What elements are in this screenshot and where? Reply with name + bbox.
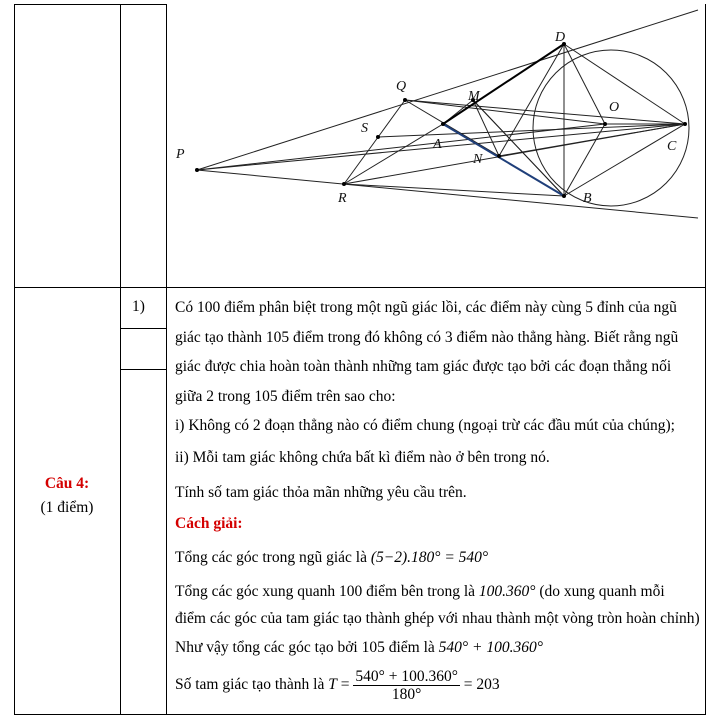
point-r xyxy=(342,182,346,186)
question-line-1: Có 100 điểm phân biệt trong một ngũ giác lồi, các điểm này cùng 5 đỉnh của ngũ xyxy=(175,299,677,316)
point-s xyxy=(376,135,380,139)
solution-line-2-text-a: Tổng các góc xung quanh 100 điểm bên trong là xyxy=(175,583,476,600)
question-line-3: giác được chia hoàn toàn thành những tam giác được tạo bởi các đoạn thẳng nối xyxy=(175,358,672,375)
question-line-6: ii) Mỗi tam giác không chứa bất kì điểm nào ở bên trong nó. xyxy=(175,449,550,466)
label-p: P xyxy=(176,147,185,162)
part-number: 1) xyxy=(132,298,145,315)
table-border-sub2 xyxy=(120,369,167,370)
table-border-right xyxy=(705,4,706,715)
solution-line-5-text: Số tam giác tạo thành là xyxy=(175,676,325,694)
label-n: N xyxy=(473,152,483,167)
question-label: Câu 4: xyxy=(44,475,90,492)
question-line-5: i) Không có 2 đoạn thẳng nào có điểm chung (ngoại trừ các đầu mút của chúng); xyxy=(175,417,675,434)
label-m: M xyxy=(468,89,480,104)
fraction-denominator: 180° xyxy=(391,686,422,703)
solution-line-4 xyxy=(175,639,543,657)
fraction-numerator: 540° + 100.360° xyxy=(355,668,458,685)
question-score: (1 điểm) xyxy=(40,499,94,516)
point-a xyxy=(441,122,445,126)
circle-o xyxy=(533,50,689,206)
solution-line-2-math: 100.360° xyxy=(478,583,536,600)
point-c xyxy=(683,122,687,126)
solution-line-4-text: Như vậy tổng các góc tạo bởi 105 điểm là xyxy=(175,639,435,656)
label-r: R xyxy=(338,191,347,206)
question-line-2: giác tạo thành 105 điểm trong đó không có 3 điểm nào thẳng hàng. Biết rằng ngũ xyxy=(175,329,679,346)
solution-line-2-text-b: (do xung quanh mỗi xyxy=(539,583,665,600)
label-q: Q xyxy=(396,79,407,94)
solution-fraction xyxy=(353,668,460,703)
label-c: C xyxy=(667,139,677,154)
table-border-row1 xyxy=(14,287,706,288)
label-a: A xyxy=(433,137,442,152)
solution-title: Cách giải: xyxy=(175,515,243,532)
solution-line-5-result: = 203 xyxy=(463,676,500,694)
point-o xyxy=(603,122,607,126)
table-border-bottom xyxy=(14,714,706,715)
solution-line-1-math: (5−2).180° = 540° xyxy=(370,549,489,566)
point-n xyxy=(497,154,501,158)
table-border-col2 xyxy=(166,4,167,715)
question-line-4: giữa 2 trong 105 điểm trên sao cho: xyxy=(175,388,396,405)
table-border-col1 xyxy=(120,4,121,715)
solution-line-1 xyxy=(175,549,488,567)
question-line-7: Tính số tam giác thỏa mãn những yêu cầu trên. xyxy=(175,484,467,501)
solution-line-4-math: 540° + 100.360° xyxy=(438,639,543,656)
point-q xyxy=(403,98,407,102)
label-o: O xyxy=(609,100,620,115)
solution-line-1-text: Tổng các góc trong ngũ giác là xyxy=(175,549,367,566)
solution-line-2 xyxy=(175,583,665,601)
geometry-figure xyxy=(168,4,704,286)
label-d: D xyxy=(555,30,566,45)
table-border-left xyxy=(14,4,15,715)
solution-line-5-var: T xyxy=(328,676,337,694)
solution-line-3: điểm các góc của tam giác tạo thành ghép với nhau thành một vòng tròn hoàn chỉnh) xyxy=(175,610,700,627)
label-s: S xyxy=(361,121,368,136)
point-b xyxy=(562,194,566,198)
point-p xyxy=(195,168,199,172)
solution-line-5-eq: = xyxy=(340,676,350,694)
table-border-top-left xyxy=(14,4,167,5)
solution-line-5 xyxy=(175,668,500,703)
label-b: B xyxy=(583,191,592,206)
table-border-sub1 xyxy=(120,328,167,329)
